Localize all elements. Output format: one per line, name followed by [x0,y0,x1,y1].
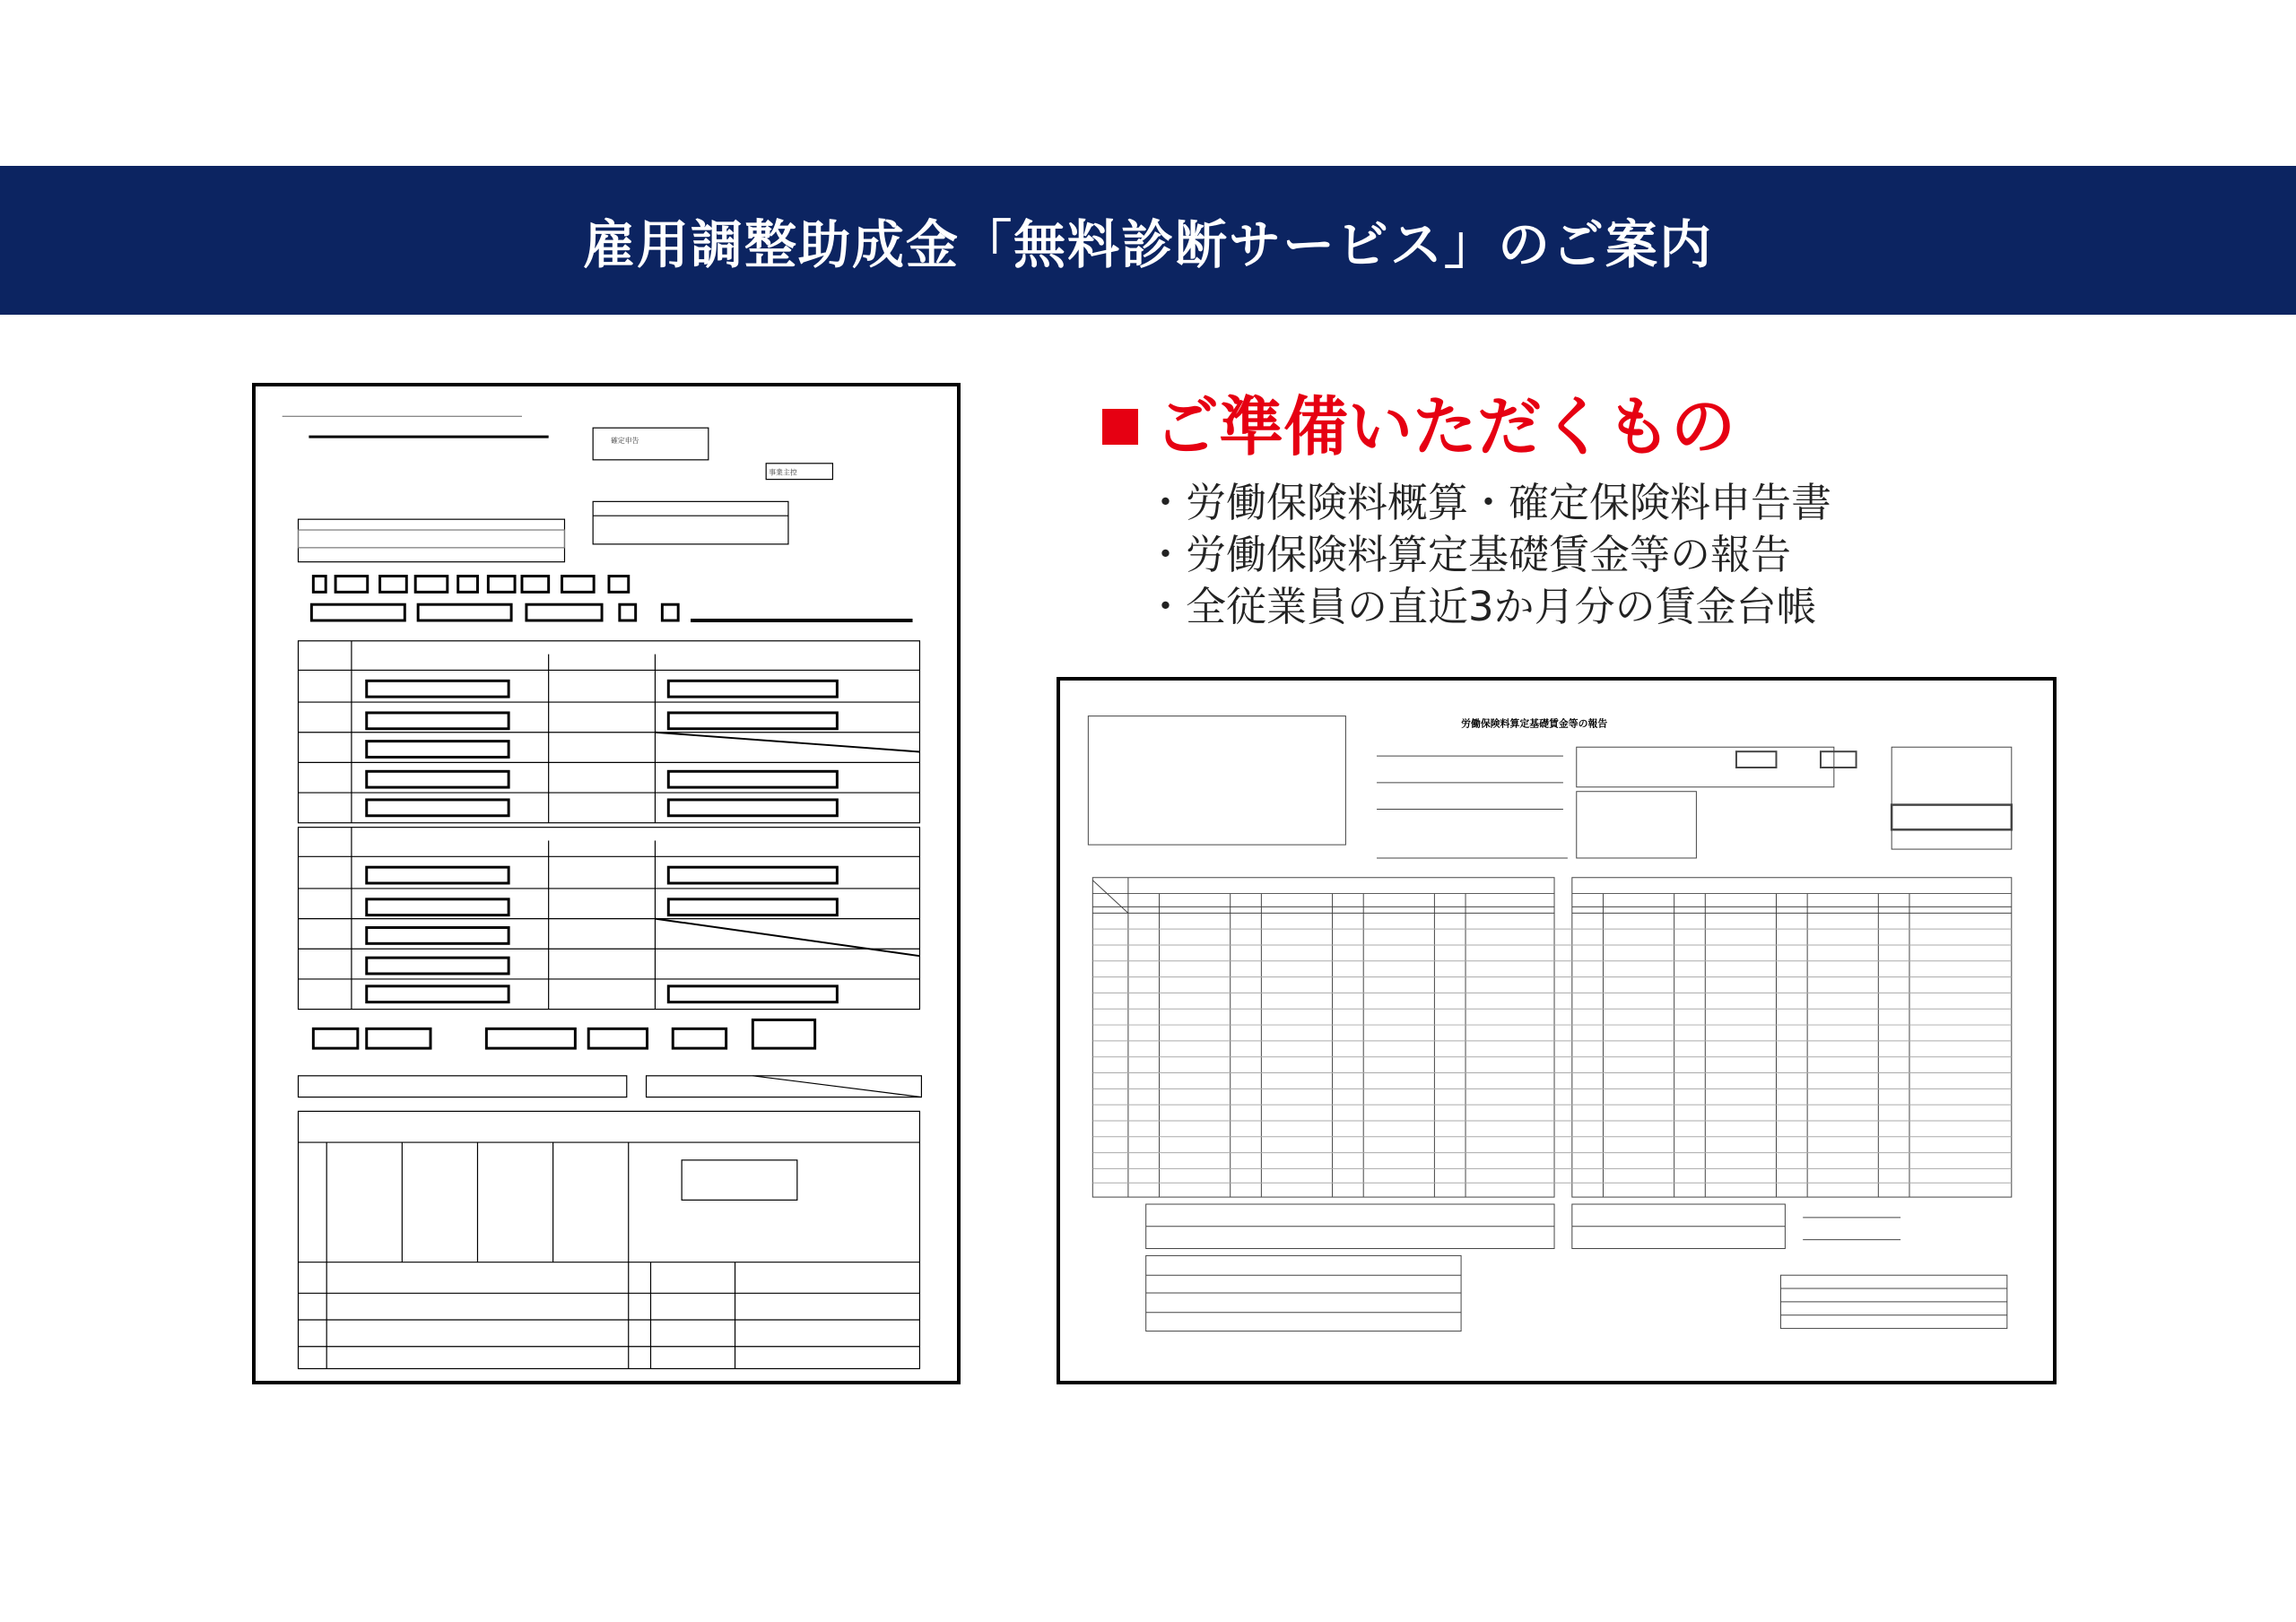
svg-text:確定申告: 確定申告 [610,437,639,446]
svg-text:労働保険料算定基礎賃金等の報告: 労働保険料算定基礎賃金等の報告 [1461,717,1608,730]
insurance-declaration-form-image [252,383,961,1384]
preparation-section [1099,389,2175,633]
list-item: ・ 労働保険料概算・確定保険料申告書 [1145,477,2175,529]
svg-text:事業主控: 事業主控 [769,468,797,477]
preparation-list [1145,477,2175,633]
page-title: 雇用調整助成金「無料診断サービス」のご案内 [582,214,1713,275]
preparation-heading [1099,389,2175,464]
form-sketch-left [256,386,957,1381]
title-banner [0,166,2296,315]
preparation-heading-text: ご準備いただくもの [1154,389,1736,464]
list-item: ・ 労働保険料算定基礎賃金等の報告 [1145,529,2175,581]
form-sketch-right [1060,681,2053,1381]
wage-report-form-image [1057,677,2057,1384]
list-item: ・ 全従業員の直近3か月分の賃金台帳 [1145,581,2175,633]
red-square-bullet-icon [1102,409,1138,445]
